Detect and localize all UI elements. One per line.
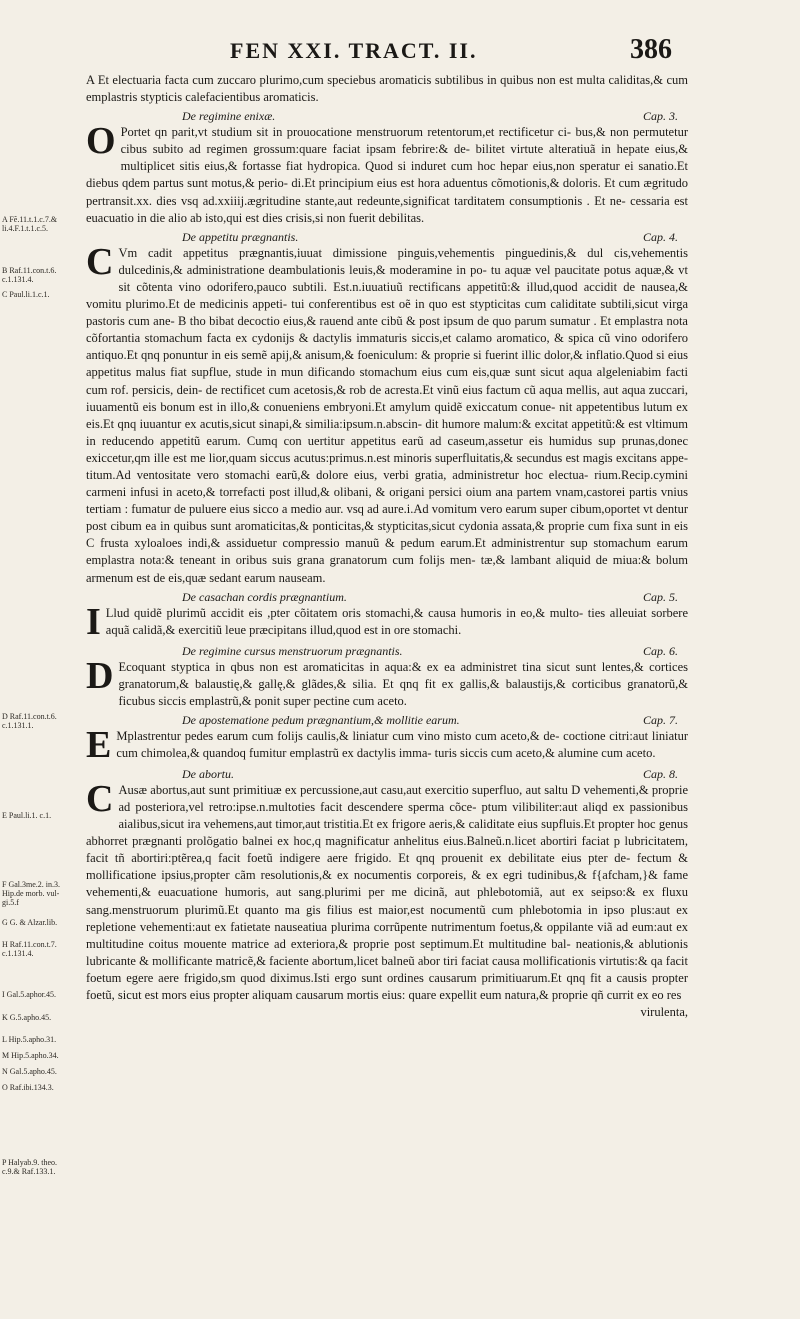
margin-note: K G.5.apho.45. (2, 1013, 52, 1022)
final-word: virulenta, (640, 1005, 688, 1020)
drop-cap: O (86, 120, 116, 163)
margin-note: I Gal.5.aphor.45. (2, 990, 56, 999)
chapter-body (86, 723, 688, 766)
margin-note: M Hip.5.apho.34. (2, 1051, 59, 1060)
chapter-text: Llud quidẽ plurimũ accidit eis ,pter cõitatem oris stomachi,& causa humoris in eo,& multo- ties alleuiat sorbere aquã calidã,& exercitiũ leue præcipitans illud,quod est in ore stomachi. (105, 605, 688, 637)
heading-text: De casachan cordis prægnantium. (182, 589, 347, 604)
section-heading (86, 712, 688, 728)
chapter-label: Cap. 4. (642, 229, 678, 244)
section-heading (86, 589, 688, 605)
margin-note: A Fẽ.11.t.1.c.7.& li.4.F.1.t.1.c.5. (2, 215, 58, 233)
chapter-text: Mplastrentur pedes earum cum folijs caulis,& liniatur cum vino misto cum aceto,& de- coctione citri:aut liniatur cum chimolea,& quandoq fumitur emplastrũ ex dactylis imma- turis siccis cum aceto,& alumine cum aceto. (116, 728, 688, 760)
chapter-body (86, 240, 688, 587)
header-title: FEN XXI. TRACT. II. (230, 38, 478, 63)
margin-note: E Paul.li.1. c.1. (2, 811, 52, 820)
heading-text: De appetitu prægnantis. (182, 229, 299, 244)
margin-note: B Raf.11.con.t.6. c.1.131.4. (2, 266, 57, 284)
section-heading (86, 229, 688, 245)
intro-paragraph: A Et electuaria facta cum zuccaro plurimo,cum speciebus aromaticis subtilibus in quibus non est multa caliditas,& cum emplastris stypticis calefacientibus aromaticis. (86, 73, 688, 105)
margin-note: N Gal.5.apho.45. (2, 1067, 57, 1076)
drop-cap: C (86, 240, 114, 283)
heading-text: De apostematione pedum prægnantium,& mollitie earum. (182, 712, 460, 727)
chapter-body (86, 777, 688, 1004)
heading-text: De regimine cursus menstruorum prægnantis. (182, 643, 403, 658)
drop-cap: E (86, 723, 112, 766)
chapter-body (86, 120, 688, 227)
chapter-text: Ausæ abortus,aut sunt primitiuæ ex percussione,aut casu,aut exercitio superfluo, aut saltu D vehementi,& proprie ad posteriora,vel retro:ipse.n.multoties facit descendere sperma cõce- ptum vilibiliter:aut aliqd ex passionibus aialibus,sicut ira vehemens,aut timor,aut tristitia.Et ex frigore aeris,& caliditate eius supfluis.Et propter hoc genus abhorret prægnanti prolõgatio balnei ex hoc,q magnificatur anhelitus eius.Balneũ.n.licet abortiri faciat p lubricitatem, facit tñ abortiri:ptẽrea,q facit foetũ indigere aere frigido. Et qnq prouenit ex debilitate eius pter de- fectum & mollificatione ipsius,propter cãm resolutionis,& ex nocumentis corporeis, & ex egri tudinibus,& f{afcham,}& fame vehementi,& euacuatione humoris, aut sang.plurimi per me dicinã, aut phlebotomiã, aut ex seipso:& ex fluxu sang.menstruorum plurimũ.Et quanto ma gis filius est maior,est nocumentũ cum phlebotomia in ipso plus:aut ex repletione vehementi:aut ex fatietate nauseatiua plurima corrũpente nutrimentum foetus,& oppilante viã ad eum:aut ex multitudine coitus mouente matrice ad exteriora,& proprie post septimum.Et multitudine bal- neationis,& ablutionis lubricante & mollificante matricẽ,& faciente abortum,licet balneũ abor tiri faciat causa mollificationis virtutis:& qa facit foetum egere aere frigido,sm quod diximus.Isti ergo sunt ordines causarum primitiuarum.Et qnq fit a causis propter foetũ, sicut est mors eius propter aliquam causarum mortis eius: quare expellit eum natura,& proprie qñ currit ex eo res (86, 782, 688, 1003)
chapter-label: Cap. 7. (642, 712, 678, 727)
drop-cap: I (86, 600, 101, 643)
margin-note: P Halyab.9. theo. c.9.& Raf.133.1. (2, 1158, 58, 1176)
heading-text: De abortu. (182, 766, 234, 781)
drop-cap: D (86, 654, 114, 697)
page-number: 386 (630, 34, 672, 65)
margin-note: L Hip.5.apho.31. (2, 1035, 57, 1044)
drop-cap: C (86, 777, 114, 820)
chapter-text: Vm cadit appetitus prægnantis,iuuat dimissione pinguis,vehementis pinguedinis,& dul cis,vehementis dulcedinis,& administratione deambulationis leuis,& moderamine in po- tu aquæ vel paucitate potus aquæ,& vt sit cõtenta vino odorifero,pauco subtili. Est.n.iuuatiuũ rectificans appetitũ:& illud,quod accidit de nausea,& vomitu plurimo.Et de medicinis appeti- tui conferentibus est oẽ in quo est stypticitas cum caliditate subtili,sicut virga pastoris cum ane- B tho bibat decoctio eius,& rauend ante cibũ & post ipsum de quo parum sumatur . Et emplastra nota cõfortantia stomachum facta ex cydonijs & dactylis immaturis siccis,et calamo aromatico, & spica cũ vino odorifero antiquo.Et qnq ponuntur in eis semẽ apij,& anisum,& foeniculum: & proprie si fuerint illic dolor,& inflatio.Quod si eius appetitus malus fiat supflue, stude in mun dificando stomachum eius cum eis,quæ sunt sicut aqua algeleniabim facti cum rof. persicis, dein- de rectificet cum acetosis,& rob de acresta.Et vinũ eius factum cũ aqua mellis, aut aqua zuccari, iuuamentũ eis bonum est in illo,& conueniens embryoni.Et amylum quidẽ exiccatum conue- nit appetentibus lutum ex eis.Et qnq iuuantur ex acutis,sicut sinapi,& similia:ipsum.n.abscin- dit humore malum:& excitat appetitũ:& est vltimum in reducendo appetitũ earum. Cumq con uertitur appetitus earũ ad caseum,assetur eis humidus sup prunas,donec exiccetur,qm ille est me lior,quam siccus acutus:primus.n.est minoris superfluitatis,& secundus est magis excitans appe- titum.Ad ventositate vero stomachi earũ,& dolore eius, verbi gratia, administretur hoc electua- rium.Recip.cymini carmeni infusi in aceto,& torrefacti post illud,& olibani, & origani persici oium ana partem vnam,castorei partis vnius tertiam : fumatur de puluere eius sicco a medio aur. vsq ad aure.i.Ad vomitum vero earum super cibum,oportet vt dentur post cibum ea in quibus sunt aromaticitas,& ponticitas,& stypticitas,sicut cydonia assata,& proprie cum fixa sunt in eis C frusta xyloaloes indi,& assiduetur compressio manuũ & pedum earum.Et administrentur sup stomachum earum emplastra nota:& teneant in oribus suis grana granatorum cum folijs men- tæ,& lambant aliquid de miua:& bolum armenum est de eis,quæ sedant earum nauseam. (86, 245, 688, 585)
chapter-label: Cap. 6. (642, 643, 678, 658)
chapter-label: Cap. 8. (642, 766, 678, 781)
heading-text: De regimine enixæ. (182, 109, 276, 124)
chapter-text: Portet qn parit,vt studium sit in prouocatione menstruorum retentorum,et rectificetur ci- bus,& non permutetur cibus subito ad regimen grossum:quare faciat ipsam febrire:& de- bilitet virtute alteratiuã in hepate eius,& multiplicet sitis eius,& fortasse fiat hydropica. Quod si induret cum hoc hepar eius,non speratur ei sanatio.Et diebus qdem partus sunt motus,& perio- di.Et principium eius est hora aduentus cõmotionis,& doloris. Et cum ægritudo pertransit.xx. dies vsq ad.xxiiij.ægritudine stante,aut redeunte,significat tarditatem consumptionis . Et ne- cessaria est euacuatio in die alio ab isto,qui est dies crisis,si non fuerit debilitas. (86, 125, 688, 225)
chapter-label: Cap. 5. (642, 589, 678, 604)
section-heading (86, 108, 688, 124)
margin-note: G G. & Alzar.lib. (2, 918, 58, 927)
chapter-body (86, 654, 688, 710)
main-text-block (86, 72, 688, 1021)
margin-note: F Gal.3me.2. in.3. Hip.de morb. vul- gi.5.f (2, 880, 60, 907)
margin-note: D Raf.11.con.t.6. c.1.131.1. (2, 712, 57, 730)
section-heading (86, 643, 688, 659)
chapter-label: Cap. 3. (642, 109, 678, 124)
chapter-body (86, 600, 688, 643)
section-heading (86, 766, 688, 782)
margin-note: H Raf.11.con.t.7. c.1.131.4. (2, 940, 57, 958)
chapter-text: Ecoquant styptica in qbus non est aromaticitas in aqua:& ex ea administret tina sicut sunt lentes,& cortices granatorum,& balaustię,& gallę,& glãdes,& silia. Et qnq fit ex gallis,& balaustijs,& corticibus granatorũ,& ficubus siccis emplastrũ,& ponit super pectine cum aceto. (118, 659, 688, 708)
margin-note: O Raf.ibi.134.3. (2, 1083, 54, 1092)
margin-note: C Paul.li.1.c.1. (2, 290, 50, 299)
running-header (0, 30, 800, 70)
